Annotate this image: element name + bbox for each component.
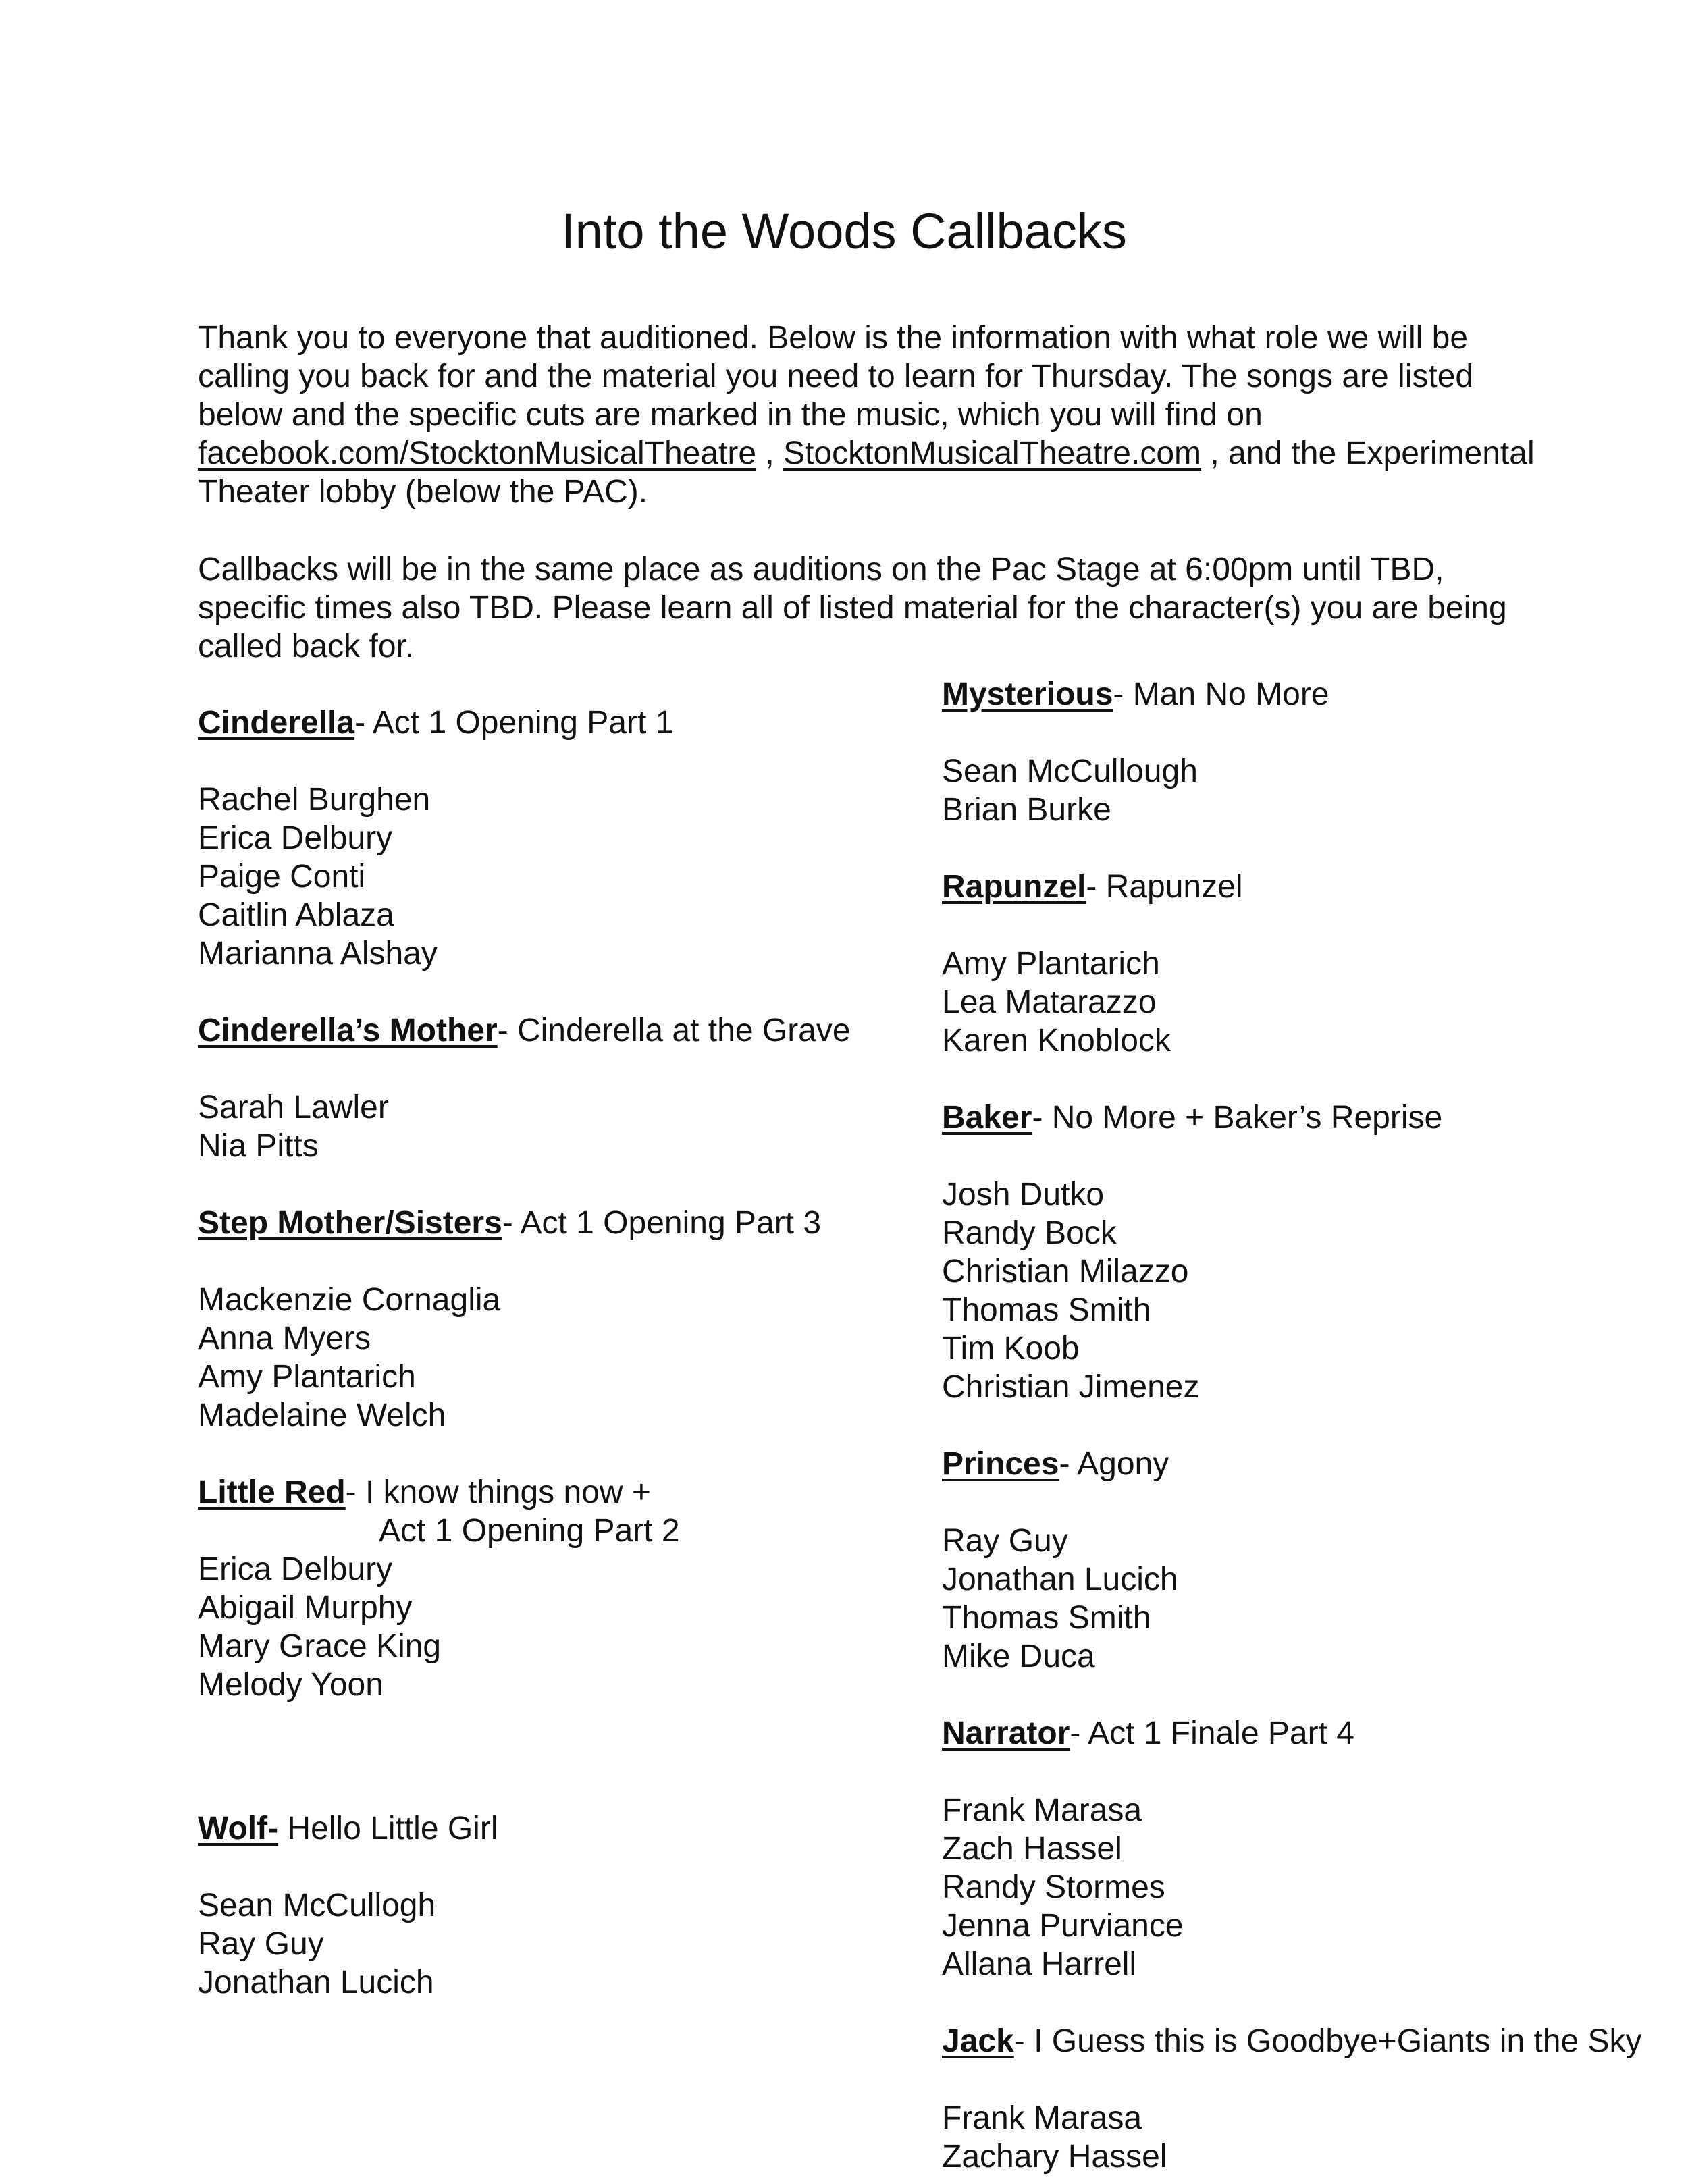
role-section-step-mother-sisters (198, 1204, 927, 1435)
role-section-cinderellas-mother (198, 1011, 927, 1165)
list-item: Brian Burke (942, 792, 1111, 828)
song-title: - Agony (1059, 1446, 1169, 1482)
list-item: Lea Matarazzo (942, 984, 1157, 1020)
callback-info-paragraph: Callbacks will be in the same place as auditions on the Pac Stage at 6:00pm until TBD, specific times also TBD. Please learn all of listed material for the character(s) you are being called back for. (198, 552, 1507, 664)
list-item: Thomas Smith (942, 1600, 1151, 1636)
role-section-baker (942, 1098, 1685, 1406)
list-item: Jonathan Lucich (198, 1965, 434, 2000)
list-item: Frank Marasa (942, 2100, 1142, 2136)
facebook-link[interactable]: facebook.com/StocktonMusicalTheatre (198, 435, 757, 471)
list-item: Melody Yoon (198, 1667, 384, 1703)
list-item: Allana Harrell (942, 1946, 1137, 1982)
list-item: Josh Dutko (942, 1177, 1105, 1213)
names-list (942, 1791, 1685, 1983)
page-title: Into the Woods Callbacks (561, 203, 1127, 259)
role-name: Step Mother/Sisters (198, 1205, 502, 1241)
list-item: Anna Myers (198, 1321, 371, 1356)
list-item: Zach Hassel (942, 1831, 1122, 1867)
song-title: - Cinderella at the Grave (497, 1013, 851, 1048)
list-item: Erica Delbury (198, 820, 393, 856)
role-heading (942, 1098, 1685, 1137)
song-title: Hello Little Girl (278, 1811, 498, 1846)
role-name: Little Red (198, 1474, 346, 1510)
names-list (942, 1175, 1685, 1406)
role-name: Wolf- (198, 1811, 279, 1846)
names-list (198, 1550, 927, 1704)
song-title: - I know things now + (345, 1474, 651, 1510)
role-heading (198, 1473, 927, 1512)
role-section-rapunzel (942, 868, 1685, 1060)
role-name: Cinderella’s Mother (198, 1013, 498, 1048)
list-item: Ray Guy (198, 1926, 324, 1962)
list-item: Sarah Lawler (198, 1090, 389, 1125)
role-section-princes (942, 1445, 1685, 1676)
names-list (942, 752, 1685, 829)
song-title: - Man No More (1113, 676, 1329, 712)
list-item: Jonathan Lucich (942, 1562, 1178, 1597)
list-item: Nia Pitts (198, 1128, 319, 1164)
list-item: Christian Jimenez (942, 1369, 1200, 1405)
role-section-jack (942, 2022, 1685, 2176)
list-item: Marianna Alshay (198, 936, 438, 971)
song-title: - Act 1 Finale Part 4 (1070, 1715, 1354, 1751)
list-item: Mike Duca (942, 1639, 1095, 1674)
list-item: Amy Plantarich (942, 946, 1160, 982)
song-title: - Act 1 Opening Part 1 (354, 705, 674, 741)
role-heading (198, 1204, 927, 1242)
role-section-little-red (198, 1473, 927, 1704)
role-name: Narrator (942, 1715, 1070, 1751)
right-column (942, 675, 1685, 2176)
role-name: Rapunzel (942, 869, 1086, 905)
list-item: Amy Plantarich (198, 1359, 416, 1395)
role-section-narrator (942, 1714, 1685, 1983)
song-title-continued: Act 1 Opening Part 2 (379, 1513, 680, 1549)
role-heading (942, 1445, 1685, 1483)
list-item: Zachary Hassel (942, 2139, 1167, 2175)
list-item: Rachel Burghen (198, 782, 431, 818)
list-item: Thomas Smith (942, 1292, 1151, 1328)
list-item: Karen Knoblock (942, 1023, 1171, 1059)
names-list (942, 2099, 1685, 2176)
list-item: Ray Guy (942, 1523, 1068, 1559)
role-name: Mysterious (942, 676, 1113, 712)
list-item: Sean McCullough (942, 753, 1198, 789)
list-item: Mary Grace King (198, 1628, 442, 1664)
intro-text-2: , and the Experimental Theater lobby (below the PAC). (198, 435, 1535, 510)
list-item: Caitlin Ablaza (198, 897, 394, 933)
role-heading (942, 1714, 1685, 1753)
song-title: - No More + Baker’s Reprise (1032, 1100, 1443, 1136)
list-item: Randy Stormes (942, 1869, 1165, 1905)
list-item: Tim Koob (942, 1331, 1080, 1366)
left-column (198, 703, 927, 2002)
role-section-mysterious (942, 675, 1685, 829)
list-item: Madelaine Welch (198, 1397, 446, 1433)
list-item: Erica Delbury (198, 1551, 393, 1587)
names-list (198, 1088, 927, 1165)
names-list (198, 1886, 927, 2002)
list-item: Christian Milazzo (942, 1254, 1189, 1289)
intro-separator: , (756, 435, 784, 471)
role-name: Princes (942, 1446, 1059, 1482)
names-list (942, 1522, 1685, 1676)
role-heading (942, 675, 1685, 714)
role-heading (198, 1809, 927, 1848)
song-title: - Act 1 Opening Part 3 (502, 1205, 822, 1241)
song-title: - Rapunzel (1086, 869, 1243, 905)
list-item: Abigail Murphy (198, 1590, 413, 1626)
role-name: Baker (942, 1100, 1032, 1136)
list-item: Randy Bock (942, 1215, 1117, 1251)
list-item: Frank Marasa (942, 1792, 1142, 1828)
role-section-wolf (198, 1809, 927, 2002)
role-heading (942, 2022, 1685, 2060)
role-heading (198, 703, 927, 742)
song-title: - I Guess this is Goodbye+Giants in the Sky (1013, 2023, 1642, 2059)
role-name: Jack (942, 2023, 1014, 2059)
intro-text-1: Thank you to everyone that auditioned. Below is the information with what role we will be calling you back for and the material you need to learn for Thursday. The songs are listed below and the specific cuts are marked in the music, which you will find on (198, 320, 1474, 433)
role-section-cinderella (198, 703, 927, 973)
role-heading (942, 868, 1685, 906)
list-item: Sean McCullogh (198, 1888, 436, 1923)
list-item: Jenna Purviance (942, 1908, 1184, 1944)
names-list (198, 780, 927, 973)
role-heading (198, 1011, 927, 1050)
names-list (942, 944, 1685, 1060)
role-name: Cinderella (198, 705, 355, 741)
list-item: Mackenzie Cornaglia (198, 1282, 501, 1318)
website-link[interactable]: StocktonMusicalTheatre.com (783, 435, 1201, 471)
intro-paragraph (198, 319, 1548, 511)
names-list (198, 1281, 927, 1435)
list-item: Paige Conti (198, 859, 366, 895)
